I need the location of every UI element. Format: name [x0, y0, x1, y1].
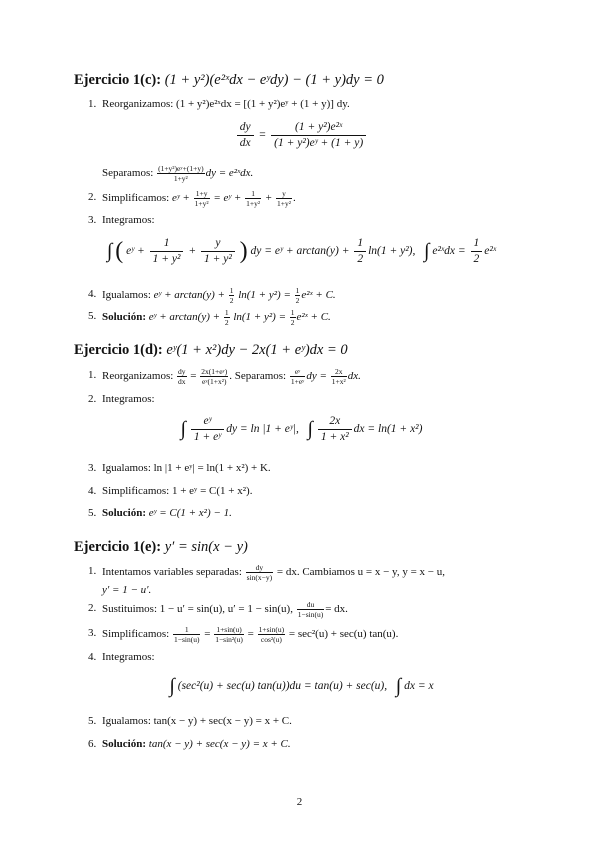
step-text: tan(x − y) + sec(x − y) = x + C. [148, 738, 291, 750]
ex1c-step-4: 4. Igualamos: eʸ + arctan(y) + $\frac{1}{2}$ ln(1 + y²) = $\frac{1}{2}$ e²ˣ + C. [88, 286, 336, 305]
step-number: 1. [88, 565, 97, 577]
math-text: dy = e²ˣdx. [205, 167, 254, 180]
step-text: Reorganizamos: [102, 370, 174, 383]
fraction-rhs: $\frac{\text{(1 + y²)e²ˣ}}{\text{(1 + y²)eʸ + (1 + y)}}$ [271, 120, 366, 151]
exercise-1c-title [74, 72, 529, 89]
step-text: Igualamos: [102, 289, 151, 302]
ex1c-display-integral: ∫ ( eʸ + $\frac{1}{\text{1 + y²}}$ + $\frac{y}{\text{1 + y²}}$ ) dy = eʸ + arctan(y) + $\frac{1}{2}$ ln(1 + y²), ∫ e²ˣdx = $\frac{1}{2}$ e²ˣ [106, 237, 497, 265]
ex1d-step-2 [74, 391, 529, 407]
ex1d-step-5 [74, 505, 529, 521]
ex1c-step-5: 5. Solución: eʸ + arctan(y) + $\frac{1}{2}$ ln(1 + y²) = $\frac{1}{2}$ e²ˣ + C. [88, 308, 331, 327]
step-text: Intentamos variables separadas: [102, 566, 242, 579]
step-number: 1. [88, 98, 97, 110]
step-number: 2. [88, 602, 97, 614]
integral-sign: ∫ [169, 675, 175, 697]
exercise-1e-title [74, 539, 529, 556]
ex1c-step-2: 2. Simplificamos: eʸ + $\frac{1+y}{\text{1+y²}}$ = eʸ + $\frac{1}{\text{1+y²}}$ + $\frac{y}{\text{1+y²}}$ . [88, 189, 296, 208]
math-text: eʸ + [171, 192, 190, 205]
ex1e-step-5 [74, 713, 529, 729]
equals-sign: = [258, 129, 267, 142]
step-number: 6. [88, 738, 97, 750]
step-text: Simplificamos: [102, 628, 170, 641]
ex1d-step-1: 1. Reorganizamos: $\frac{dy}{dx}$ = $\frac{\text{2x(1+eʸ)}}{\text{eʸ(1+x²)}}$ . Separamos: $\frac{\text{eʸ}}{\text{1+eʸ}}$ dy = $\frac{2x}{\text{1+x²}}$ dx. [88, 367, 361, 386]
ex1c-step-3 [74, 212, 529, 228]
step-number: 5. [88, 715, 97, 727]
step-text: Igualamos: tan(x − y) + sec(x − y) = x + C. [102, 715, 292, 727]
step-number: 4. [88, 485, 97, 497]
exercise-1d-equation: eʸ(1 + x²)dy − 2x(1 + eʸ)dx = 0 [166, 342, 348, 358]
step-number: 1. [88, 369, 97, 381]
solution-label: Solución: [102, 738, 147, 750]
ex1e-step-4 [74, 649, 529, 665]
step-text: Simplificamos: [102, 192, 170, 205]
step-text-continued: y′ = 1 − u′. [102, 584, 152, 596]
step-text: Separamos: [102, 167, 154, 180]
ex1e-step-6 [74, 736, 529, 752]
step-number: 4. [88, 288, 97, 300]
ex1e-step-1: 1. Intentamos variables separadas: $\frac{dy}{\sin(x-y)}$ = dx. Cambiamos u = x − y, y = x − u, y′ = 1 − u′. [88, 563, 445, 596]
step-text: eʸ = C(1 + x²) − 1. [148, 507, 232, 519]
exercise-1c-label: Ejercicio 1(c): [74, 72, 162, 88]
exercise-1c [74, 72, 529, 89]
integral-sign: ∫ [307, 418, 313, 440]
step-text: Reorganizamos: (1 + y²)e²ˣdx = [(1 + y²)eʸ + (1 + y)] dy. [102, 98, 350, 110]
small-fraction: $\frac{\text{(1+y²)eʸ+(1+y)}}{\text{1+y²}}$ [158, 164, 204, 183]
exercise-1e [74, 539, 529, 556]
step-number: 5. [88, 310, 97, 322]
step-number: 2. [88, 393, 97, 405]
exercise-1e-equation: y′ = sin(x − y) [164, 539, 248, 555]
step-text: Simplificamos: 1 + eʸ = C(1 + x²). [102, 485, 253, 497]
solution-label: Solución: [102, 507, 147, 519]
integral-sign: ∫ [106, 240, 113, 262]
exercise-1d-label: Ejercicio 1(d): [74, 342, 163, 358]
step-text: Igualamos: ln |1 + eʸ| = ln(1 + x²) + K. [102, 462, 271, 474]
exercise-1d [74, 342, 529, 359]
ex1d-display-integral: ∫ $\frac{\text{eʸ}}{\text{1 + eʸ}}$ dy = ln |1 + eʸ|, ∫ $\frac{2x}{\text{1 + x²}}$ dx = ln(1 + x²) [180, 415, 423, 443]
step-number: 4. [88, 651, 97, 663]
step-number: 5. [88, 507, 97, 519]
fraction-dy-dx: $\frac{dy}{dx}$ [237, 120, 254, 151]
page-number: 2 [296, 796, 303, 808]
ex1e-step-3: 3. Simplificamos: $\frac{1}{1-\sin(u)}$ = $\frac{1+\sin(u)}{\text{1−sin²(u)}}$ = $\frac{1+\sin(u)}{\text{cos²(u)}}$ = sec²(u) + sec(u) tan(u). [88, 625, 399, 644]
integral-sign: ∫ [424, 240, 430, 262]
ex1d-step-4 [74, 483, 529, 499]
step-text: Sustituimos: 1 − u′ = sin(u), u′ = 1 − sin(u), [102, 603, 293, 616]
exercise-1c-equation: (1 + y²)(e²ˣdx − eʸdy) − (1 + y)dy = 0 [164, 72, 384, 88]
step-text: Integramos: [102, 214, 155, 226]
step-text: Integramos: [102, 393, 155, 405]
exercise-1e-label: Ejercicio 1(e): [74, 539, 162, 555]
ex1e-step-2: 2. Sustituimos: 1 − u′ = sin(u), u′ = 1 − sin(u), $\frac{du}{1-\sin(u)}$ = dx. [88, 600, 348, 619]
ex1c-separate [74, 164, 529, 183]
ex1d-step-3 [74, 460, 529, 476]
step-number: 3. [88, 462, 97, 474]
step-number: 2. [88, 191, 97, 203]
step-text: Integramos: [102, 651, 155, 663]
ex1c-display-dydx [74, 120, 529, 151]
step-number: 3. [88, 214, 97, 226]
ex1c-step-1 [74, 96, 529, 112]
exercise-1d-title [74, 342, 529, 359]
integral-sign: ∫ [395, 675, 402, 697]
ex1e-display-integral: ∫ (sec²(u) + sec(u) tan(u))du = tan(u) + sec(u), ∫ dx = x [169, 675, 434, 697]
solution-label: Solución: [102, 311, 147, 324]
step-number: 3. [88, 627, 97, 639]
integral-sign: ∫ [180, 418, 187, 440]
